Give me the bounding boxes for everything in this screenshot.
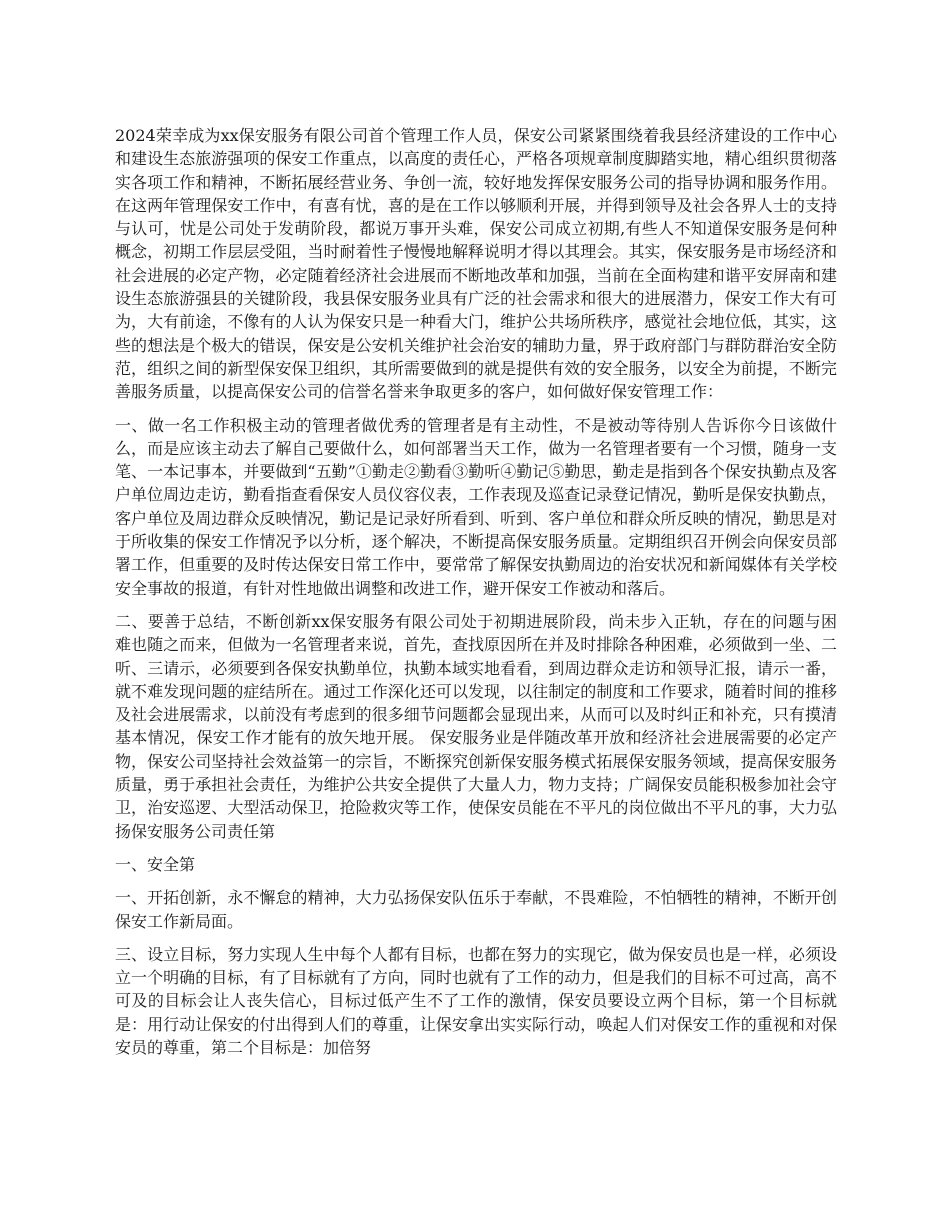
paragraph-section-three: 三、设立目标，努力实现人生中每个人都有目标，也都在努力的实现它，做为保安员也是一样，必须设立一个明确的目标，有了目标就有了方向，同时也就有了工作的动力，但是我们的目标不可过高，高不可及的目标会让人丧失信心，目标过低产生不了工作的激情，保安员要设立两个目标，第一个目标就是：用行动让保安的付出得到人们的尊重，让保安拿出实实际行动，唤起人们对保安工作的重视和对保安员的尊重，第二个目标是：加倍努 [115,944,837,1057]
paragraph-intro: 2024荣幸成为xx保安服务有限公司首个管理工作人员，保安公司紧紧围绕着我县经济建设的工作中心和建设生态旅游强项的保安工作重点，以高度的责任心，严格各项规章制度脚踏实地，精心组织贯彻落实各项工作和精神，不断拓展经营业务、争创一流，较好地发挥保安服务公司的指导协调和服务作用。在这两年管理保安工作中，有喜有忧，喜的是在工作以够顺利开展，并得到领导及社会各界人士的支持与认可，忧是公司处于发萌阶段，都说万事开头难，保安公司成立初期,有些人不知道保安服务是何种概念，初期工作层层受阻，当时耐着性子慢慢地解释说明才得以其理会。其实，保安服务是市场经济和社会进展的必定产物，必定随着经济社会进展而不断地改革和加强，当前在全面构建和谐平安屏南和建设生态旅游强县的关键阶段，我县保安服务业具有广泛的社会需求和很大的进展潜力，保安工作大有可为，大有前途，不像有的人认为保安只是一种看大门，维护公共场所秩序，感觉社会地位低，其实，这些的想法是个极大的错误，保安是公安机关维护社会治安的辅助力量，界于政府部门与群防群治安全防范，组织之间的新型保安保卫组织，其所需要做到的就是提供有效的安全服务，以安全为前提，不断完善服务质量，以提高保安公司的信誉名誉来争取更多的客户，如何做好保安管理工作： [115,126,837,402]
paragraph-safety-first: 一、安全第 [115,854,196,874]
paragraph-section-one: 一、做一名工作积极主动的管理者做优秀的管理者是有主动性，不是被动等待别人告诉你今日该做什么，而是应该主动去了解自己要做什么，如何部署当天工作，做为一名管理者要有一个习惯，随身一支笔、一本记事本，并要做到“五勤”①勤走②勤看③勤听④勤记⑤勤思，勤走是指到各个保安执勤点及客户单位周边走访，勤看指查看保安人员仪容仪表，工作表现及巡查记录登记情况，勤听是保安执勤点，客户单位及周边群众反映情况，勤记是记录好所看到、听到、客户单位和群众所反映的情况，勤思是对于所收集的保安工作情况予以分析，逐个解决，不断提高保安服务质量。定期组织召开例会向保安员部署工作，但重要的及时传达保安日常工作中，要常常了解保安执勤周边的治安状况和新闻媒体有关学校安全事故的报道，有针对性地做出调整和改进工作，避开保安工作被动和落后。 [115,415,837,598]
paragraph-section-two: 二、要善于总结，不断创新xx保安服务有限公司处于初期进展阶段，尚未步入正轨，存在的问题与困难也随之而来，但做为一名管理者来说，首先，查找原因所在并及时排除各种困难，必须做到一坐、二听、三请示，必须要到各保安执勤单位，执勤本域实地看看，到周边群众走访和领导汇报，请示一番，就不难发现问题的症结所在。通过工作深化还可以发现，以往制定的制度和工作要求，随着时间的推移及社会进展需求，以前没有考虑到的很多细节问题都会显现出来，从而可以及时纠正和补充，只有摸清基本情况，保安工作才能有的放矢地开展。 保安服务业是伴随改革开放和经济社会进展需要的必定产物，保安公司坚持社会效益第一的宗旨，不断探究创新保安服务模式拓展保安服务领域，提高保安服务质量，勇于承担社会责任，为维护公共安全提供了大量人力，物力支持；广阔保安员能积极参加社会守卫，治安巡逻、大型活动保卫，抢险救灾等工作，使保安员能在不平凡的岗位做出不平凡的事，大力弘扬保安服务公司责任第 [115,611,837,841]
document-body [115,124,837,1069]
paragraph-innovation: 一、开拓创新，永不懈怠的精神，大力弘扬保安队伍乐于奉献，不畏难险，不怕牺牲的精神，不断开创保安工作新局面。 [115,888,837,931]
